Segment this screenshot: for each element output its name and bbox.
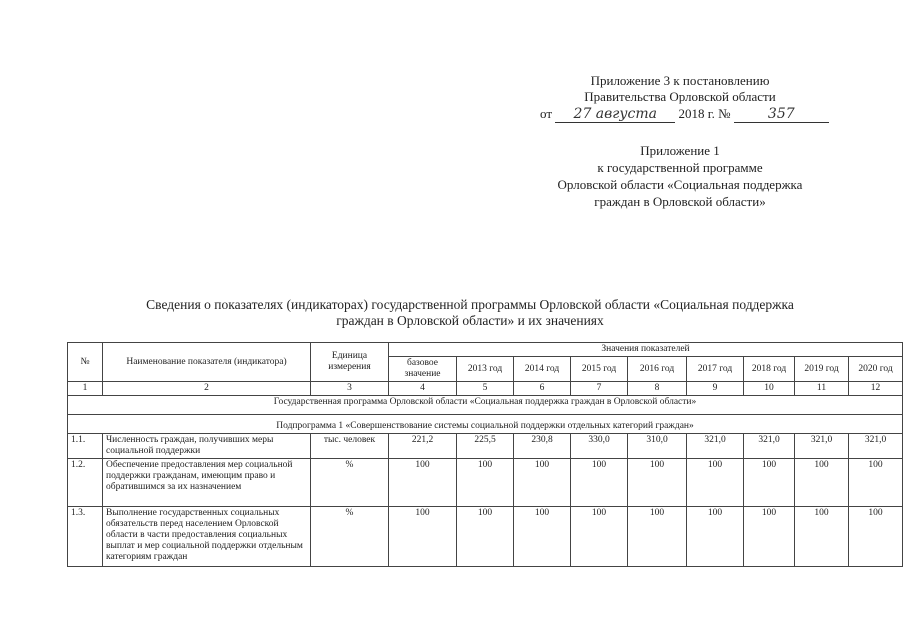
col-header-year: 2018 год: [744, 357, 795, 382]
appendix-1-line: Приложение 1: [640, 143, 720, 158]
number-field: [734, 106, 829, 123]
value-cell: 310,0: [628, 434, 687, 459]
value-cell: 100: [849, 459, 903, 507]
value-cell: 100: [744, 507, 795, 567]
value-cell: 100: [514, 507, 571, 567]
column-number-cell: 10: [744, 382, 795, 396]
value-cell: 321,0: [687, 434, 744, 459]
from-prefix: от: [540, 106, 553, 121]
row-number: 1.3.: [68, 507, 103, 567]
value-cell: 100: [744, 459, 795, 507]
column-number-cell: 7: [571, 382, 628, 396]
col-header-values: Значения показателей: [389, 343, 903, 357]
column-numbers-row: [68, 382, 903, 396]
value-cell: 330,0: [571, 434, 628, 459]
unit-cell: %: [311, 459, 389, 507]
indicator-name: Выполнение государственных социальных обязательств перед населением Орловской области в части предоставления социальных выплат и мер социальной поддержки отдельным категориям граждан: [103, 507, 311, 567]
value-cell: 221,2: [389, 434, 457, 459]
col-header-year: 2017 год: [687, 357, 744, 382]
government-line: Правительства Орловской области: [584, 89, 776, 104]
column-number-cell: 12: [849, 382, 903, 396]
col-header-year: 2019 год: [795, 357, 849, 382]
col-header-year: 2014 год: [514, 357, 571, 382]
unit-cell: тыс. человек: [311, 434, 389, 459]
table-row: [68, 459, 903, 507]
title-line2: граждан в Орловской области» и их значениях: [336, 313, 604, 328]
row-number: 1.1.: [68, 434, 103, 459]
value-cell: 100: [795, 507, 849, 567]
col-header-year: 2015 год: [571, 357, 628, 382]
column-number-cell: 4: [389, 382, 457, 396]
col-header-year: 2016 год: [628, 357, 687, 382]
table-row: [68, 507, 903, 567]
value-cell: 100: [457, 507, 514, 567]
value-cell: 100: [628, 507, 687, 567]
col-header-name: Наименование показателя (индикатора): [103, 343, 311, 382]
column-number-cell: 1: [68, 382, 103, 396]
value-cell: 100: [687, 459, 744, 507]
indicator-name: Обеспечение предоставления мер социальной поддержки гражданам, имеющим право и обратившимся за их назначением: [103, 459, 311, 507]
table-body: [68, 434, 903, 567]
decree-date-line: [540, 106, 829, 123]
program-row: [68, 396, 903, 415]
col-header-number: №: [68, 343, 103, 382]
column-number-cell: 2: [103, 382, 311, 396]
value-cell: 100: [457, 459, 514, 507]
value-cell: 100: [389, 507, 457, 567]
col-header-year: 2013 год: [457, 357, 514, 382]
value-cell: 321,0: [849, 434, 903, 459]
column-number-cell: 3: [311, 382, 389, 396]
value-cell: 100: [571, 507, 628, 567]
subprogram-row: [68, 415, 903, 434]
indicator-name: Численность граждан, получивших меры социальной поддержки: [103, 434, 311, 459]
program-row-text: Государственная программа Орловской области «Социальная поддержка граждан в Орловской области»: [68, 396, 903, 415]
number-handwritten: 357: [767, 106, 795, 122]
value-cell: 100: [514, 459, 571, 507]
date-field: [555, 106, 675, 123]
value-cell: 100: [571, 459, 628, 507]
value-cell: 321,0: [744, 434, 795, 459]
table-row: [68, 434, 903, 459]
value-cell: 100: [795, 459, 849, 507]
state-program-line: к государственной программе: [597, 160, 763, 175]
column-number-cell: 9: [687, 382, 744, 396]
column-number-cell: 6: [514, 382, 571, 396]
col-header-year: 2020 год: [849, 357, 903, 382]
column-number-cell: 11: [795, 382, 849, 396]
column-number-cell: 5: [457, 382, 514, 396]
value-cell: 100: [628, 459, 687, 507]
year-number-label: 2018 г. №: [678, 106, 731, 121]
subprogram-row-text: Подпрограмма 1 «Совершенствование системы социальной поддержки отдельных категорий граждан»: [68, 415, 903, 434]
column-number-cell: 8: [628, 382, 687, 396]
program-name-line2: граждан в Орловской области»: [594, 194, 766, 209]
col-header-year: базовое значение: [389, 357, 457, 382]
value-cell: 100: [849, 507, 903, 567]
document-title: [60, 297, 880, 329]
value-cell: 321,0: [795, 434, 849, 459]
unit-cell: %: [311, 507, 389, 567]
program-name-line1: Орловской области «Социальная поддержка: [557, 177, 803, 192]
value-cell: 100: [389, 459, 457, 507]
indicators-table: [67, 342, 903, 567]
value-cell: 225,5: [457, 434, 514, 459]
title-line1: Сведения о показателях (индикаторах) государственной программы Орловской области «Социальная поддержка: [146, 297, 794, 312]
header-row-1: [68, 343, 903, 357]
col-header-unit: Единица измерения: [311, 343, 389, 382]
value-cell: 230,8: [514, 434, 571, 459]
date-handwritten: 27 августа: [573, 106, 657, 122]
value-cell: 100: [687, 507, 744, 567]
row-number: 1.2.: [68, 459, 103, 507]
appendix-3-line: Приложение 3 к постановлению: [590, 73, 770, 88]
